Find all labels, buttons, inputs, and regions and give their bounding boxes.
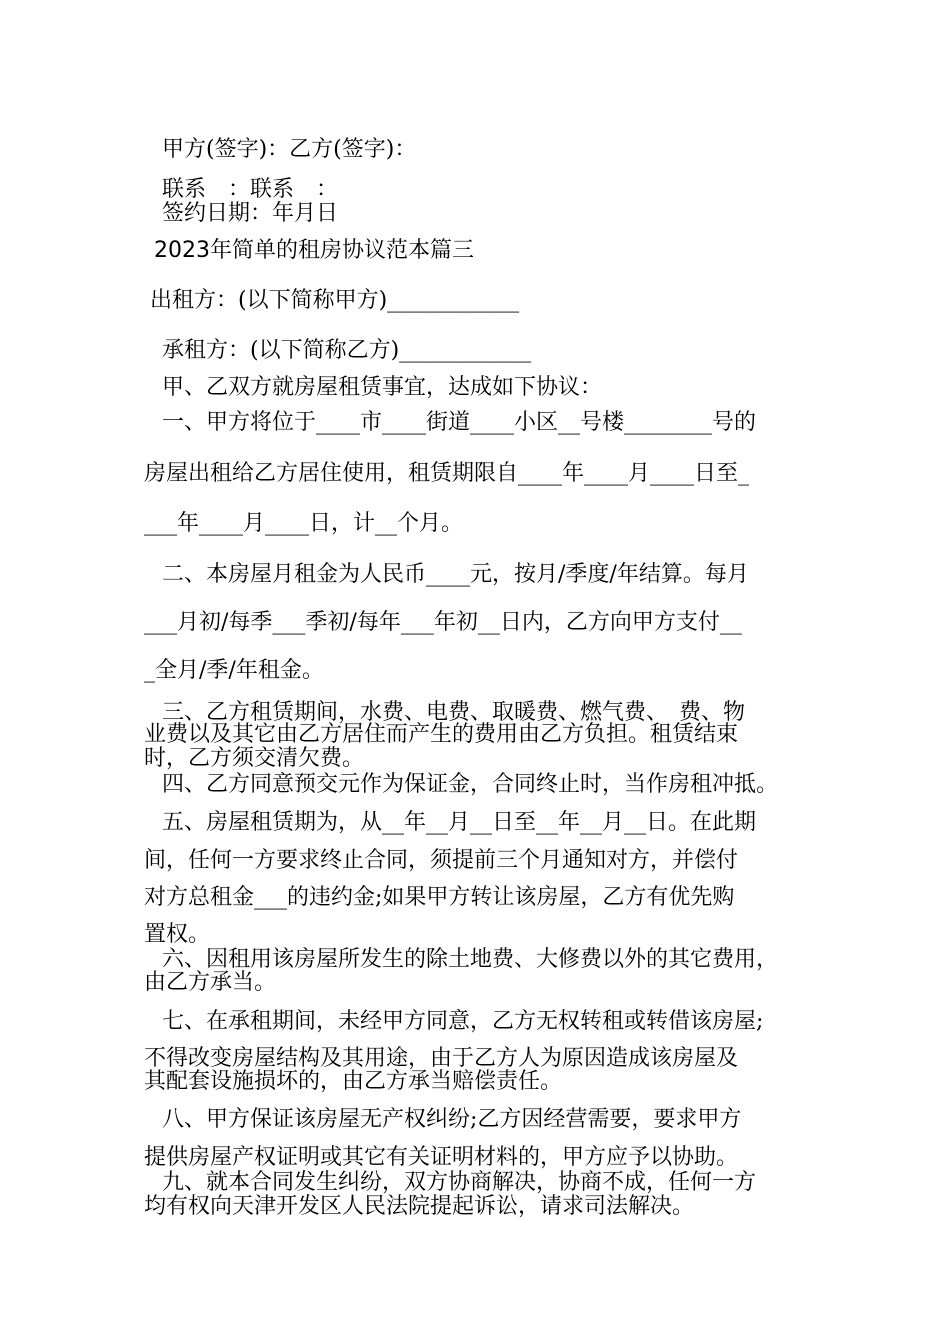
lessee-line: 承租方：(以下简称乙方)____________ [162, 338, 532, 363]
clause-4-line-1: 四、乙方同意预交元作为保证金，合同终止时，当作房租冲抵。 [162, 772, 779, 797]
clause-1-line-1: 一、甲方将位于____市____街道____小区__号楼________号的 [162, 410, 757, 435]
clause-5-line-4: 置权。 [144, 922, 211, 947]
clause-1-line-3: ___年____月____日，计__个月。 [144, 511, 464, 536]
clause-2-line-1: 二、本房屋月租金为人民币____元，按月/季度/年结算。每月 [162, 562, 749, 587]
clause-6-line-2: 由乙方承当。 [144, 970, 277, 995]
clause-7-line-1: 七、在承租期间，未经甲方同意，乙方无权转租或转借该房屋; [162, 1009, 764, 1034]
clause-5-line-2: 间，任何一方要求终止合同，须提前三个月通知对方，并偿付 [144, 848, 739, 873]
clause-5-line-3: 对方总租金___的违约金;如果甲方转让该房屋，乙方有优先购 [144, 885, 735, 910]
section-title: 2023年简单的租房协议范本篇三 [154, 238, 474, 263]
clause-3-line-2: 业费以及其它由乙方居住而产生的费用由乙方负担。租赁结束 [144, 722, 739, 747]
clause-5-line-1: 五、房屋租赁期为，从__年__月__日至__年__月__日。在此期 [162, 810, 757, 835]
signature-line: 甲方(签字)：乙方(签字)： [162, 137, 417, 162]
clause-9-line-2: 均有权向天津开发区人民法院提起诉讼，请求司法解决。 [144, 1194, 695, 1219]
clause-2-line-3: _全月/季/年租金。 [144, 658, 324, 683]
clause-9-line-1: 九、就本合同发生纠纷，双方协商解决，协商不成，任何一方 [162, 1170, 757, 1195]
clause-8-line-2: 提供房屋产权证明或其它有关证明材料的，甲方应予以协助。 [144, 1145, 739, 1170]
clause-6-line-1: 六、因租用该房屋所发生的除土地费、大修费以外的其它费用， [162, 947, 779, 972]
contact-line: 联系 ：联系 ： [162, 177, 339, 202]
clause-3-line-3: 时，乙方须交清欠费。 [144, 746, 365, 771]
clause-7-line-3: 其配套设施损坏的，由乙方承当赔偿责任。 [144, 1069, 563, 1094]
clause-1-line-2: 房屋出租给乙方居住使用，租赁期限自____年____月____日至_ [144, 461, 750, 486]
clause-8-line-1: 八、甲方保证该房屋无产权纠纷;乙方因经营需要，要求甲方 [162, 1107, 742, 1132]
intro-line: 甲、乙双方就房屋租赁事宜，达成如下协议： [162, 375, 603, 400]
clause-2-line-2: ___月初/每季___季初/每年___年初__日内，乙方向甲方支付__ [144, 610, 742, 635]
sign-date-line: 签约日期：年月日 [162, 201, 339, 226]
lessor-line: 出租方：(以下简称甲方)____________ [150, 288, 520, 313]
clause-7-line-2: 不得改变房屋结构及其用途，由于乙方人为原因造成该房屋及 [144, 1046, 739, 1071]
clause-3-line-1: 三、乙方租赁期间，水费、电费、取暖费、燃气费、 费、物 [162, 700, 746, 725]
